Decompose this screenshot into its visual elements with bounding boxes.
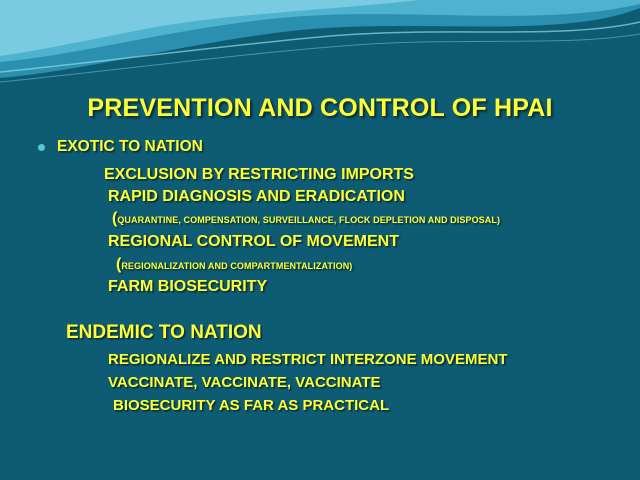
endemic-item-regionalize: REGIONALIZE AND RESTRICT INTERZONE MOVEMENT bbox=[108, 351, 508, 368]
note-regionalization-text: REGIONALIZATION AND COMPARTMENTALIZATION) bbox=[121, 261, 353, 271]
bullet-icon bbox=[38, 144, 45, 151]
exotic-item-diagnosis: RAPID DIAGNOSIS AND ERADICATION bbox=[108, 188, 405, 205]
exotic-heading: EXOTIC TO NATION bbox=[57, 138, 203, 155]
exotic-note-regionalization bbox=[116, 256, 352, 274]
exotic-item-exclusion: EXCLUSION BY RESTRICTING IMPORTS bbox=[104, 166, 414, 183]
exotic-note-measures bbox=[112, 210, 500, 228]
endemic-item-biosecurity: BIOSECURITY AS FAR AS PRACTICAL bbox=[113, 397, 390, 414]
exotic-item-farm-biosecurity: FARM BIOSECURITY bbox=[108, 278, 268, 295]
endemic-heading: ENDEMIC TO NATION bbox=[66, 322, 262, 343]
header-wave-decoration bbox=[0, 0, 640, 90]
note-open-paren: ( bbox=[112, 210, 118, 227]
note-open-paren: ( bbox=[116, 256, 122, 273]
slide-title: PREVENTION AND CONTROL OF HPAI bbox=[87, 94, 553, 122]
exotic-item-regional-control: REGIONAL CONTROL OF MOVEMENT bbox=[108, 233, 399, 250]
note-measures-text: QUARANTINE, COMPENSATION, SURVEILLANCE, FLOCK DEPLETION AND DISPOSAL) bbox=[117, 215, 501, 225]
endemic-item-vaccinate: VACCINATE, VACCINATE, VACCINATE bbox=[108, 374, 381, 391]
